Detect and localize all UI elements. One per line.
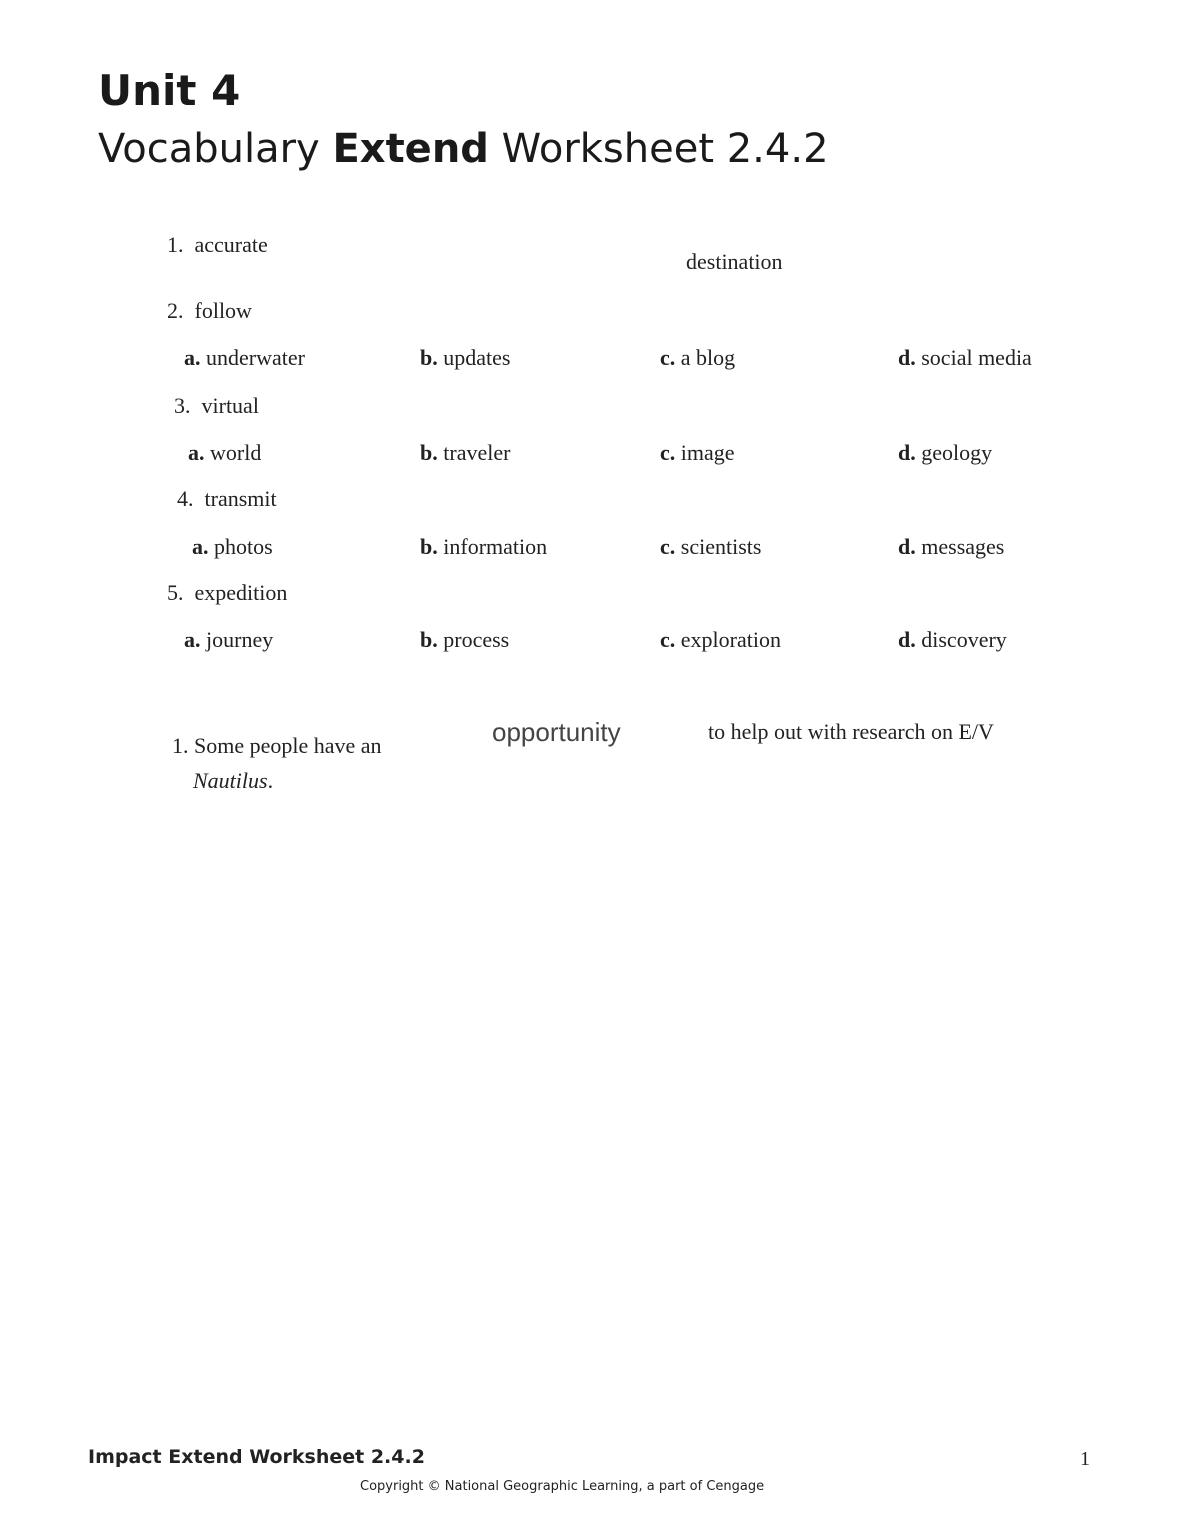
item-word: accurate (194, 232, 268, 257)
option-text: exploration (680, 627, 781, 652)
option-text: traveler (443, 440, 511, 465)
worksheet-title-bold: Extend (332, 126, 489, 172)
item-1-answer[interactable]: destination (686, 249, 783, 274)
item-word: follow (194, 298, 252, 323)
option-letter: c. (660, 345, 676, 370)
option-text: process (443, 627, 510, 652)
option-text: journey (206, 627, 274, 652)
item-number: 4. (177, 486, 194, 511)
item-2-prompt (167, 298, 252, 324)
option-letter: a. (192, 534, 209, 559)
option-letter: d. (898, 345, 916, 370)
option-letter: a. (184, 345, 201, 370)
sentence-start (172, 733, 382, 759)
item-number: 3. (174, 393, 191, 418)
item-5-prompt (167, 580, 287, 606)
option-letter: a. (184, 627, 201, 652)
option-text: underwater (206, 345, 305, 370)
item-3-prompt (174, 393, 259, 419)
item-word: expedition (194, 580, 288, 605)
page-number: 1 (1080, 1448, 1090, 1470)
sentence-answer[interactable]: opportunity (492, 717, 621, 747)
unit-title: Unit 4 (98, 66, 241, 115)
sentence-number: 1. (172, 733, 189, 758)
option-letter: c. (660, 534, 676, 559)
option-text: updates (443, 345, 511, 370)
item-1-prompt (167, 232, 268, 258)
sentence-start-text: Some people have an (194, 733, 382, 758)
option-letter: b. (420, 440, 438, 465)
option-text: geology (921, 440, 993, 465)
option-text: messages (921, 534, 1005, 559)
item-5-option-c[interactable] (660, 627, 781, 653)
item-2-option-d[interactable] (898, 345, 1032, 371)
option-text: a blog (680, 345, 736, 370)
item-4-prompt (177, 486, 277, 512)
item-3-option-c[interactable] (660, 440, 735, 466)
item-number: 2. (167, 298, 184, 323)
copyright-notice: Copyright © National Geographic Learning, a part of Cengage (360, 1479, 765, 1494)
option-letter: d. (898, 440, 916, 465)
item-3-option-d[interactable] (898, 440, 992, 466)
option-letter: d. (898, 534, 916, 559)
option-letter: c. (660, 440, 676, 465)
option-letter: b. (420, 345, 438, 370)
item-2-option-b[interactable] (420, 345, 510, 371)
option-text: world (210, 440, 262, 465)
option-text: photos (214, 534, 273, 559)
item-4-option-d[interactable] (898, 534, 1004, 560)
option-text: social media (921, 345, 1032, 370)
item-4-option-b[interactable] (420, 534, 547, 560)
item-5-option-d[interactable] (898, 627, 1007, 653)
item-word: virtual (201, 393, 259, 418)
ship-name: Nautilus (193, 768, 268, 793)
sentence-end: to help out with research on E/V (708, 719, 994, 744)
option-text: discovery (921, 627, 1007, 652)
item-word: transmit (204, 486, 277, 511)
sentence-continuation (193, 768, 273, 794)
worksheet-title (98, 126, 829, 172)
option-text: scientists (680, 534, 762, 559)
option-letter: b. (420, 627, 438, 652)
item-2-option-c[interactable] (660, 345, 735, 371)
option-letter: b. (420, 534, 438, 559)
item-number: 5. (167, 580, 184, 605)
item-5-option-b[interactable] (420, 627, 509, 653)
item-5-option-a[interactable] (184, 627, 273, 653)
worksheet-title-post: Worksheet 2.4.2 (488, 126, 829, 172)
sentence-period: . (267, 768, 274, 793)
item-number: 1. (167, 232, 184, 257)
footer-title: Impact Extend Worksheet 2.4.2 (88, 1446, 425, 1468)
item-3-option-a[interactable] (188, 440, 261, 466)
option-letter: d. (898, 627, 916, 652)
worksheet-title-pre: Vocabulary (98, 126, 333, 172)
item-4-option-a[interactable] (192, 534, 273, 560)
option-text: image (680, 440, 735, 465)
option-text: information (443, 534, 548, 559)
option-letter: a. (188, 440, 205, 465)
item-3-option-b[interactable] (420, 440, 510, 466)
item-4-option-c[interactable] (660, 534, 761, 560)
option-letter: c. (660, 627, 676, 652)
item-2-option-a[interactable] (184, 345, 305, 371)
